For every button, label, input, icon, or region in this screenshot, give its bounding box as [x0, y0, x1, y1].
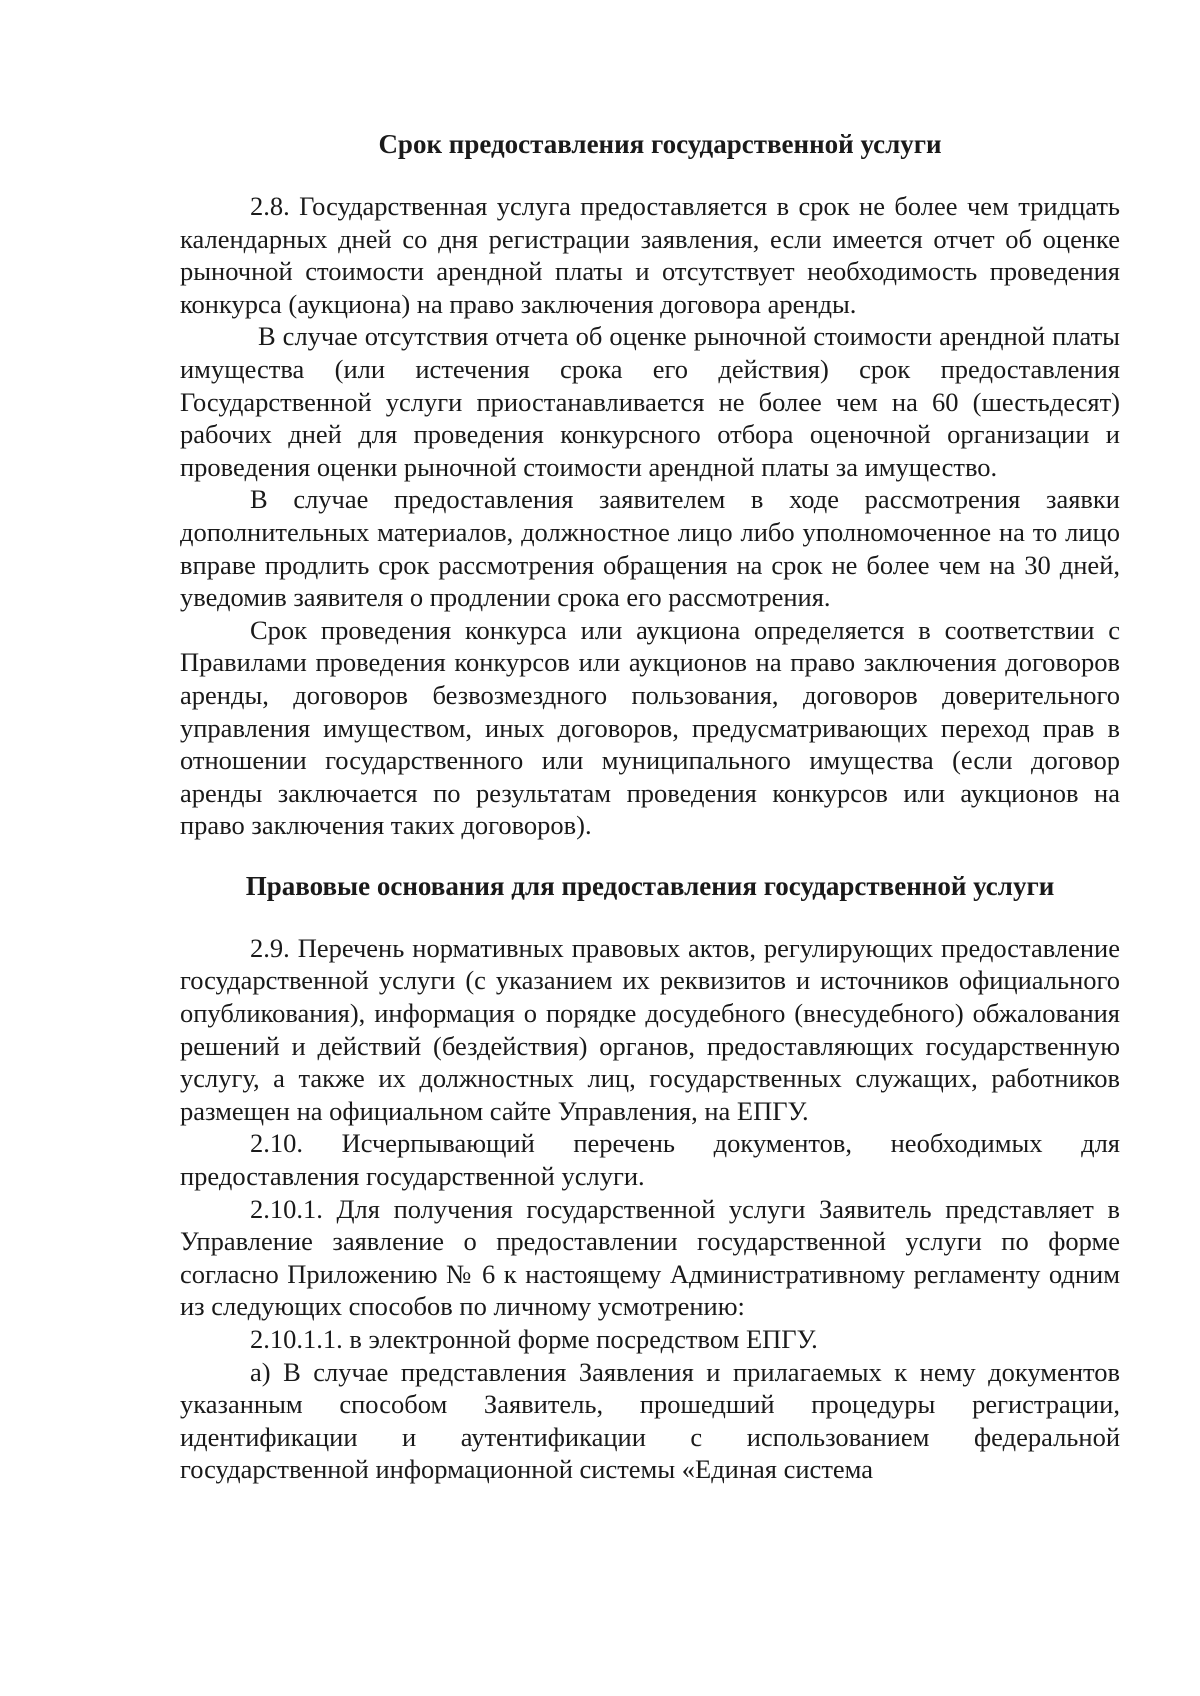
section-heading-legal-basis: Правовые основания для предоставления государственной услуги	[245, 870, 1055, 901]
paragraph-2-8: 2.8. Государственная услуга предоставляется в срок не более чем тридцать календарных дней со дня регистрации заявления, если имеется отчет об оценке рыночной стоимости арендной платы и отсутствует необходимость проведения конкурса (аукциона) на право заключения договора аренды.	[180, 191, 1120, 319]
document-body	[180, 126, 1120, 1486]
paragraph-absence-of-report: В случае отсутствия отчета об оценке рыночной стоимости арендной платы имущества (или истечения срока его действия) срок предоставления Государственной услуги приостанавливается не более чем на 60 (шестьдесят) рабочих дней для проведения конкурсного отбора оценочной организации и проведения оценки рыночной стоимости арендной платы за имущество.	[180, 321, 1120, 482]
paragraph-2-9: 2.9. Перечень нормативных правовых актов, регулирующих предоставление государственной услуги (с указанием их реквизитов и источников официального опубликования), информация о порядке досудебного (внесудебного) обжалования решений и действий (бездействия) органов, предоставляющих государственную услугу, а также их должностных лиц, государственных служащих, работников размещен на официальном сайте Управления, на ЕПГУ.	[180, 932, 1120, 1126]
paragraph-2-10-1: 2.10.1. Для получения государственной услуги Заявитель представляет в Управление заявление о предоставлении государственной услуги по форме согласно Приложению № 6 к настоящему Административному регламенту одним из следующих способов по личному усмотрению:	[180, 1193, 1120, 1322]
paragraph-a: а) В случае представления Заявления и прилагаемых к нему документов указанным способом Заявитель, прошедший процедуры регистрации, идентификации и аутентификации с использованием федеральной государственной информационной системы «Единая система	[180, 1356, 1120, 1485]
paragraph-auction-term: Срок проведения конкурса или аукциона определяется в соответствии с Правилами проведения конкурсов или аукционов на право заключения договоров аренды, договоров безвозмездного пользования, договоров доверительного управления имуществом, иных договоров, предусматривающих переход прав в отношении государственного или муниципального имущества (если договор аренды заключается по результатам проведения конкурсов или аукционов на право заключения таких договоров).	[180, 614, 1120, 841]
paragraph-2-10: 2.10. Исчерпывающий перечень документов, необходимых для предоставления государственной услуги.	[180, 1128, 1120, 1192]
section-heading-term: Срок предоставления государственной услуги	[378, 129, 942, 159]
paragraph-additional-materials: В случае предоставления заявителем в ходе рассмотрения заявки дополнительных материалов, должностное лицо либо уполномоченное на то лицо вправе продлить срок рассмотрения обращения на срок не более чем на 30 дней, уведомив заявителя о продлении срока его рассмотрения.	[180, 484, 1120, 613]
paragraph-2-10-1-1: 2.10.1.1. в электронной форме посредством ЕПГУ.	[250, 1324, 818, 1354]
